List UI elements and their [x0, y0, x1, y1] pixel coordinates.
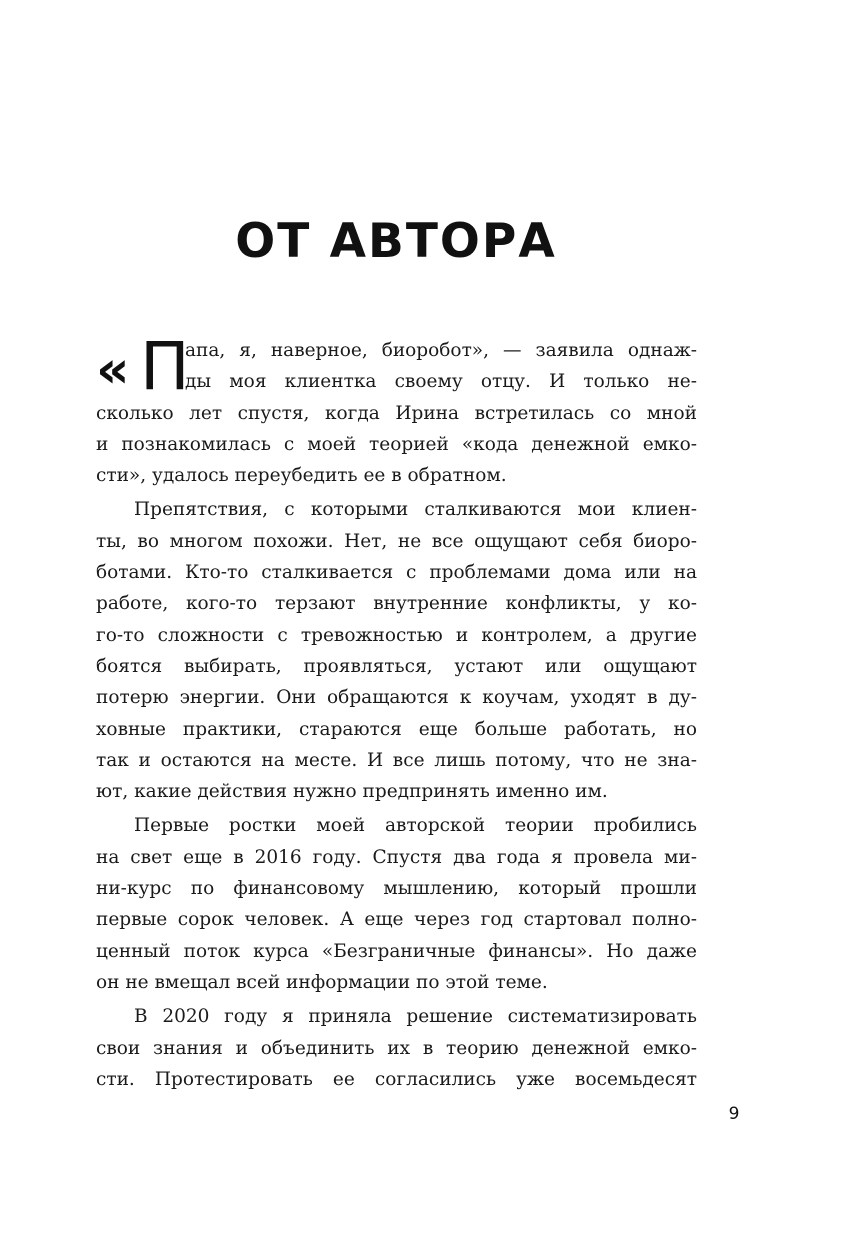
- text-line: первые сорок человек. А еще через год стартовал полно-: [96, 909, 697, 931]
- text-line: Первые ростки моей авторской теории пробились: [134, 815, 697, 837]
- body-text: [96, 328, 697, 1095]
- text-line: Препятствия, с которыми сталкиваются мои клиен-: [134, 499, 697, 521]
- text-line: так и остаются на месте. И все лишь потому, что не зна-: [96, 749, 697, 771]
- text-line: работе, кого-то терзают внутренние конфликты, у ко-: [96, 593, 697, 615]
- paragraph-1: [96, 328, 697, 491]
- text-line: сти. Протестировать ее согласились уже восемьдесят: [96, 1068, 697, 1090]
- text-line: сколько лет спустя, когда Ирина встретилась со мной: [96, 402, 697, 424]
- text-line: он не вмещал всей информации по этой теме.: [96, 971, 548, 993]
- chapter-title: ОТ АВТОРА: [235, 214, 557, 269]
- dropcap-quote: «: [96, 340, 130, 400]
- dropcap-letter: П: [140, 328, 190, 405]
- paragraph-4: [96, 1001, 697, 1095]
- text-line: потерю энергии. Они обращаются к коучам, уходят в ду-: [96, 687, 697, 709]
- page-number: 9: [728, 1104, 740, 1124]
- text-line: ют, какие действия нужно предпринять именно им.: [96, 781, 608, 803]
- text-line: ни-курс по финансовому мышлению, который прошли: [96, 878, 697, 900]
- text-line: ды моя клиентка своему отцу. И только не-: [185, 371, 697, 393]
- text-line: боятся выбирать, проявляться, устают или ощущают: [96, 655, 697, 677]
- text-line: ценный поток курса «Безграничные финансы». Но даже: [96, 940, 697, 962]
- text-line: апа, я, наверное, биоробот», — заявила однаж-: [185, 340, 697, 361]
- text-line: свои знания и объединить их в теорию денежной емко-: [96, 1037, 697, 1059]
- paragraph-2: [96, 494, 697, 807]
- text-line: и познакомилась с моей теорией «кода денежной емко-: [96, 433, 697, 455]
- text-line: сти», удалось переубедить ее в обратном.: [96, 465, 507, 487]
- text-line: ты, во многом похожи. Нет, не все ощущают себя биоро-: [96, 530, 697, 552]
- paragraph-3: [96, 810, 697, 998]
- text-line: В 2020 году я приняла решение систематизировать: [134, 1006, 697, 1028]
- text-line: го-то сложности с тревожностью и контролем, а другие: [96, 624, 697, 646]
- text-line: ботами. Кто-то сталкивается с проблемами дома или на: [96, 562, 697, 584]
- text-line: на свет еще в 2016 году. Спустя два года я провела ми-: [96, 846, 697, 868]
- text-line: ховные практики, стараются еще больше работать, но: [96, 718, 697, 740]
